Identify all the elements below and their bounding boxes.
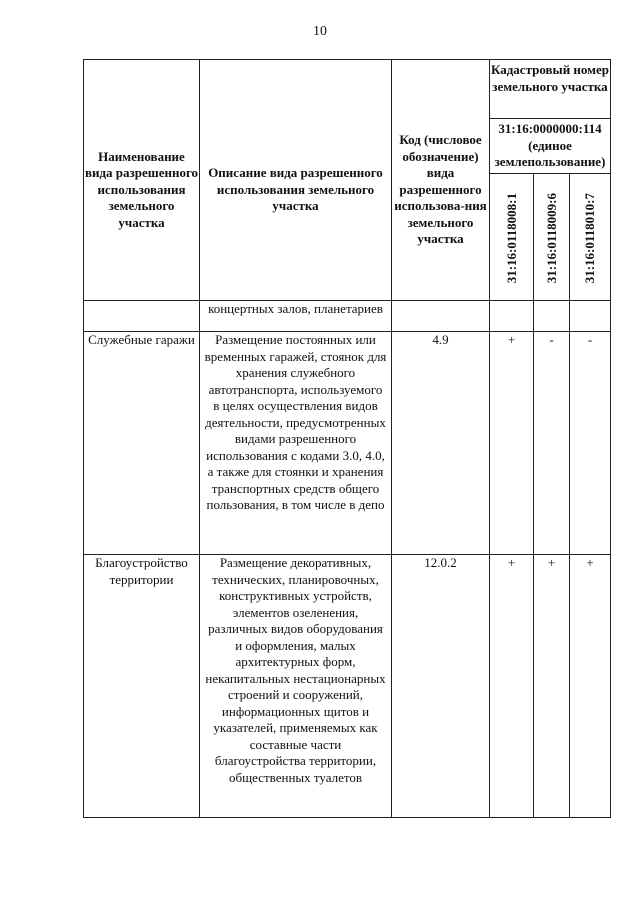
cell-name	[84, 301, 200, 332]
header-name: Наименование вида разрешенного использования земельного участка	[84, 60, 200, 301]
cell-mark	[570, 301, 611, 332]
cell-mark: +	[534, 555, 570, 818]
header-cadastral: Кадастровый номер земельного участка	[490, 60, 611, 119]
cell-description: Размещение декоративных, технических, планировочных, конструктивных устройств, элементов озеленения, различных видов оборудования и оформления, малых архитектурных форм, некапитальных нестационарных строений и сооружений, информационных щитов и указателей, применяемых как составные части благоустройства территории, общественных туалетов	[200, 555, 392, 818]
header-parcel-2	[534, 174, 570, 301]
cell-code: 4.9	[392, 332, 490, 555]
cell-name: Служебные гаражи	[84, 332, 200, 555]
header-code: Код (числовое обозначение) вида разрешенного использова-ния земельного участка	[392, 60, 490, 301]
parcel-number: 31:16:0118008:1	[503, 192, 519, 283]
cell-mark: +	[490, 555, 534, 818]
cell-mark: -	[534, 332, 570, 555]
parcel-number: 31:16:0118009:6	[543, 192, 559, 283]
header-row-1	[84, 60, 611, 119]
header-cadastral-common: 31:16:0000000:114 (единое землепользование)	[490, 119, 611, 174]
header-description: Описание вида разрешенного использования земельного участка	[200, 60, 392, 301]
page-number: 10	[313, 24, 327, 39]
cell-name: Благоустройство территории	[84, 555, 200, 818]
parcel-number: 31:16:0118010:7	[582, 192, 597, 283]
cell-code	[392, 301, 490, 332]
cell-code: 12.0.2	[392, 555, 490, 818]
table-row	[84, 555, 611, 818]
land-use-table	[83, 59, 611, 818]
cell-mark: -	[570, 332, 611, 555]
cell-description: концертных залов, планетариев	[200, 301, 392, 332]
cell-description: Размещение постоянных или временных гаражей, стоянок для хранения служебного автотранспорта, используемого в целях осуществления видов деятельности, предусмотренных видами разрешенного использования с кодами 3.0, 4.0, а также для стоянки и хранения транспортных средств общего пользования, в том числе в депо	[200, 332, 392, 555]
cell-mark	[490, 301, 534, 332]
cell-mark: +	[490, 332, 534, 555]
cell-mark	[534, 301, 570, 332]
table-row	[84, 332, 611, 555]
cell-mark: +	[570, 555, 611, 818]
header-parcel-1	[490, 174, 534, 301]
header-parcel-3	[570, 174, 611, 301]
table-row	[84, 301, 611, 332]
